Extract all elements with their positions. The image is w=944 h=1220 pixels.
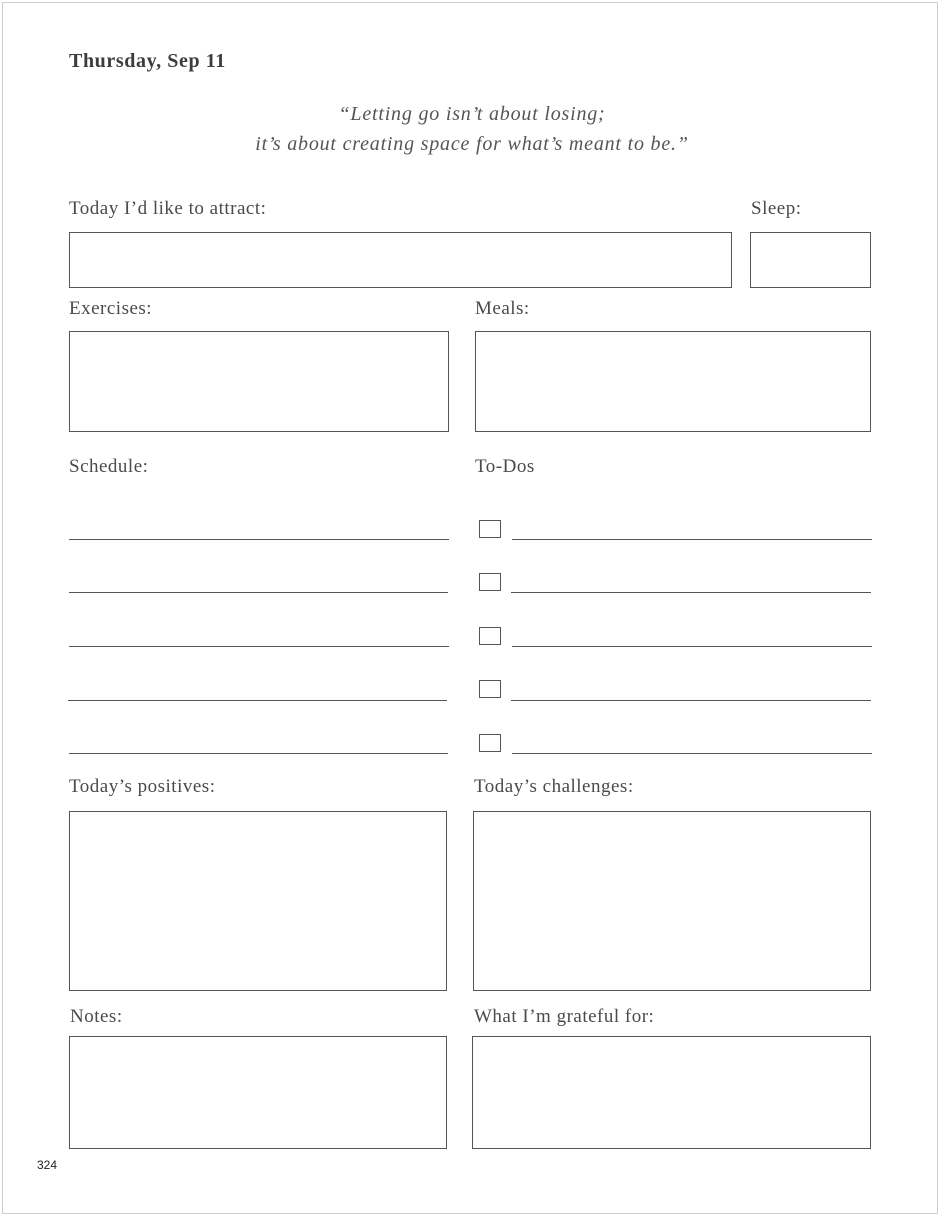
meals-box[interactable] (475, 331, 871, 432)
quote-line-1: “Letting go isn’t about losing; (338, 103, 606, 125)
todo-checkbox[interactable] (479, 627, 501, 645)
notes-box[interactable] (69, 1036, 447, 1149)
grateful-label: What I’m grateful for: (474, 1006, 655, 1027)
schedule-label: Schedule: (69, 456, 149, 477)
exercises-label: Exercises: (69, 298, 153, 319)
todo-checkbox[interactable] (479, 520, 501, 538)
todo-line[interactable] (511, 592, 871, 593)
todo-line[interactable] (512, 646, 872, 647)
sleep-box[interactable] (750, 232, 871, 288)
meals-label: Meals: (475, 298, 530, 319)
notes-label: Notes: (70, 1006, 123, 1027)
todos-label: To-Dos (475, 456, 535, 477)
exercises-box[interactable] (69, 331, 449, 432)
schedule-line[interactable] (69, 753, 448, 754)
positives-box[interactable] (69, 811, 447, 991)
todo-line[interactable] (512, 539, 872, 540)
todo-line[interactable] (511, 700, 871, 701)
todo-checkbox[interactable] (479, 734, 501, 752)
sleep-label: Sleep: (751, 198, 802, 219)
planner-page (2, 2, 938, 1214)
todo-checkbox[interactable] (479, 680, 501, 698)
attract-box[interactable] (69, 232, 732, 288)
schedule-line[interactable] (69, 592, 448, 593)
positives-label: Today’s positives: (69, 776, 216, 797)
page-date: Thursday, Sep 11 (69, 50, 226, 72)
todo-line[interactable] (512, 753, 872, 754)
quote-line-2: it’s about creating space for what’s meant to be.” (255, 133, 689, 155)
challenges-label: Today’s challenges: (474, 776, 634, 797)
todo-checkbox[interactable] (479, 573, 501, 591)
grateful-box[interactable] (472, 1036, 871, 1149)
schedule-line[interactable] (69, 646, 449, 647)
schedule-line[interactable] (69, 539, 449, 540)
schedule-line[interactable] (68, 700, 447, 701)
attract-label: Today I’d like to attract: (69, 198, 267, 219)
page-number: 324 (37, 1158, 58, 1172)
challenges-box[interactable] (473, 811, 871, 991)
